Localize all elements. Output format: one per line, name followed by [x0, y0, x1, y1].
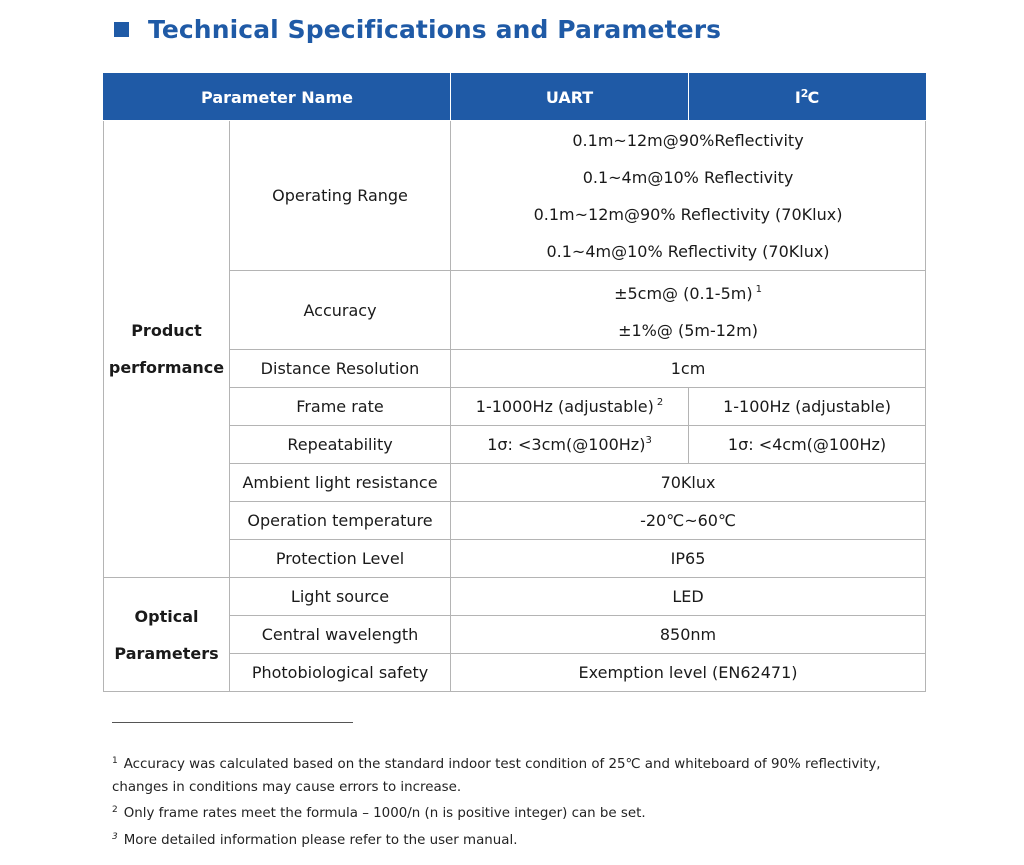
- header-parameter-name: Parameter Name: [104, 74, 451, 121]
- value-frame-rate-uart: 1-1000Hz (adjustable) $^2$: [451, 388, 689, 426]
- param-protection-level: Protection Level: [230, 540, 451, 578]
- param-repeatability: Repeatability: [230, 426, 451, 464]
- param-distance-resolution: Distance Resolution: [230, 350, 451, 388]
- footnote-1: $^1$ Accuracy was calculated based on the standard indoor test condition of 25℃ and whiteboard of 90% reflectivity, changes in conditions may cause errors to increase.: [112, 756, 881, 795]
- table-header-row: [104, 74, 926, 121]
- value-operation-temperature: -20℃~60℃: [451, 502, 926, 540]
- group-optical-parameters: Optical Parameters: [104, 578, 230, 692]
- table-row: [104, 578, 926, 616]
- footnotes: [112, 750, 924, 852]
- page-title: Technical Specifications and Parameters: [148, 14, 722, 44]
- value-ambient-light: 70Klux: [451, 464, 926, 502]
- param-accuracy: Accuracy: [230, 271, 451, 350]
- spec-table: [103, 73, 926, 692]
- header-i2c: $I^2C$: [689, 74, 926, 121]
- param-ambient-light: Ambient light resistance: [230, 464, 451, 502]
- header-uart: UART: [451, 74, 689, 121]
- param-frame-rate: Frame rate: [230, 388, 451, 426]
- heading-bullet-square: [114, 22, 129, 37]
- value-distance-resolution: 1cm: [451, 350, 926, 388]
- param-light-source: Light source: [230, 578, 451, 616]
- param-operation-temperature: Operation temperature: [230, 502, 451, 540]
- footnote-2: $^2$ Only frame rates meet the formula – 1000/n (n is positive integer) can be set.: [112, 805, 646, 821]
- value-repeatability-i2c: 1σ: <4cm(@100Hz): [689, 426, 926, 464]
- value-central-wavelength: 850nm: [451, 616, 926, 654]
- value-repeatability-uart: 1σ: <3cm(@100Hz)$^3$: [451, 426, 689, 464]
- value-light-source: LED: [451, 578, 926, 616]
- footnote-3: $^3$ More detailed information please refer to the user manual.: [112, 831, 518, 848]
- footnote-divider: [112, 722, 353, 723]
- section-heading: [114, 10, 721, 48]
- table-row: [104, 121, 926, 271]
- value-protection-level: IP65: [451, 540, 926, 578]
- group-product-performance: Product performance: [104, 121, 230, 578]
- value-accuracy: ±5cm@ (0.1-5m) $^1$ ±1%@ (5m-12m): [451, 271, 926, 350]
- param-photobiological-safety: Photobiological safety: [230, 654, 451, 692]
- value-photobiological-safety: Exemption level (EN62471): [451, 654, 926, 692]
- param-central-wavelength: Central wavelength: [230, 616, 451, 654]
- param-operating-range: Operating Range: [230, 121, 451, 271]
- value-operating-range: 0.1m~12m@90%Reflectivity 0.1~4m@10% Reflectivity 0.1m~12m@90% Reflectivity (70Klux) 0.1~4m@10% Reflectivity (70Klux): [451, 121, 926, 271]
- value-frame-rate-i2c: 1-100Hz (adjustable): [689, 388, 926, 426]
